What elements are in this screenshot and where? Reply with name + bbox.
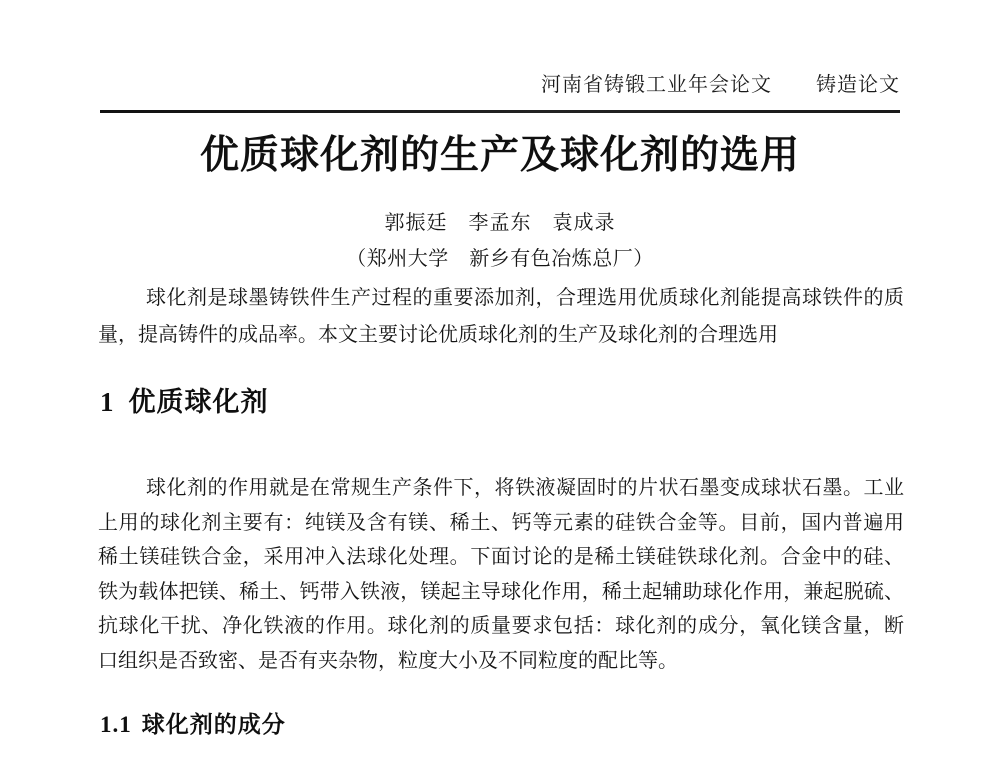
section-1-title: 优质球化剂 (128, 387, 269, 417)
abstract-line: 球化剂是球墨铸铁件生产过程的重要添加剂，合理选用优质球化剂能提高球铁件的质 (146, 287, 904, 309)
authors-line: 郭振廷 李孟东 袁成录 (384, 212, 616, 234)
body-line: 口组织是否致密、是否有夹杂物，粒度大小及不同粒度的配比等。 (98, 649, 678, 672)
body-line: 铁为载体把镁、稀土、钙带入铁液，镁起主导球化作用，稀土起辅助球化作用，兼起脱硫、 (98, 580, 904, 603)
section-1-1-number: 1.1 (100, 712, 132, 737)
header-category-label: 铸造论文 (816, 74, 900, 96)
section-1-number: 1 (100, 387, 115, 417)
paper-title: 优质球化剂的生产及球化剂的选用 (199, 134, 800, 177)
section-1-1-heading (100, 708, 286, 741)
section-1-1-title: 球化剂的成分 (141, 711, 286, 737)
body-line: 稀土镁硅铁合金，采用冲入法球化处理。下面讨论的是稀土镁硅铁球化剂。合金中的硅、 (98, 546, 904, 568)
abstract-line: 量，提高铸件的成品率。本文主要讨论优质球化剂的生产及球化剂的合理选用 (98, 324, 778, 346)
section-1-paragraph (98, 471, 904, 678)
body-line: 上用的球化剂主要有：纯镁及含有镁、稀土、钙等元素的硅铁合金等。目前，国内普遍用 (98, 511, 904, 534)
body-line: 球化剂的作用就是在常规生产条件下，将铁液凝固时的片状石墨变成球状石墨。工业 (146, 477, 904, 499)
header-conference-label: 河南省铸锻工业年会论文 (541, 74, 772, 96)
body-line: 抗球化干扰、净化铁液的作用。球化剂的质量要求包括：球化剂的成分，氧化镁含量，断 (98, 615, 904, 637)
affiliation-line: （郑州大学 新乡有色冶炼总厂） (346, 248, 654, 270)
abstract-paragraph (98, 280, 904, 354)
header-rule (100, 110, 900, 113)
running-header (100, 72, 900, 98)
section-1-heading (100, 385, 269, 419)
